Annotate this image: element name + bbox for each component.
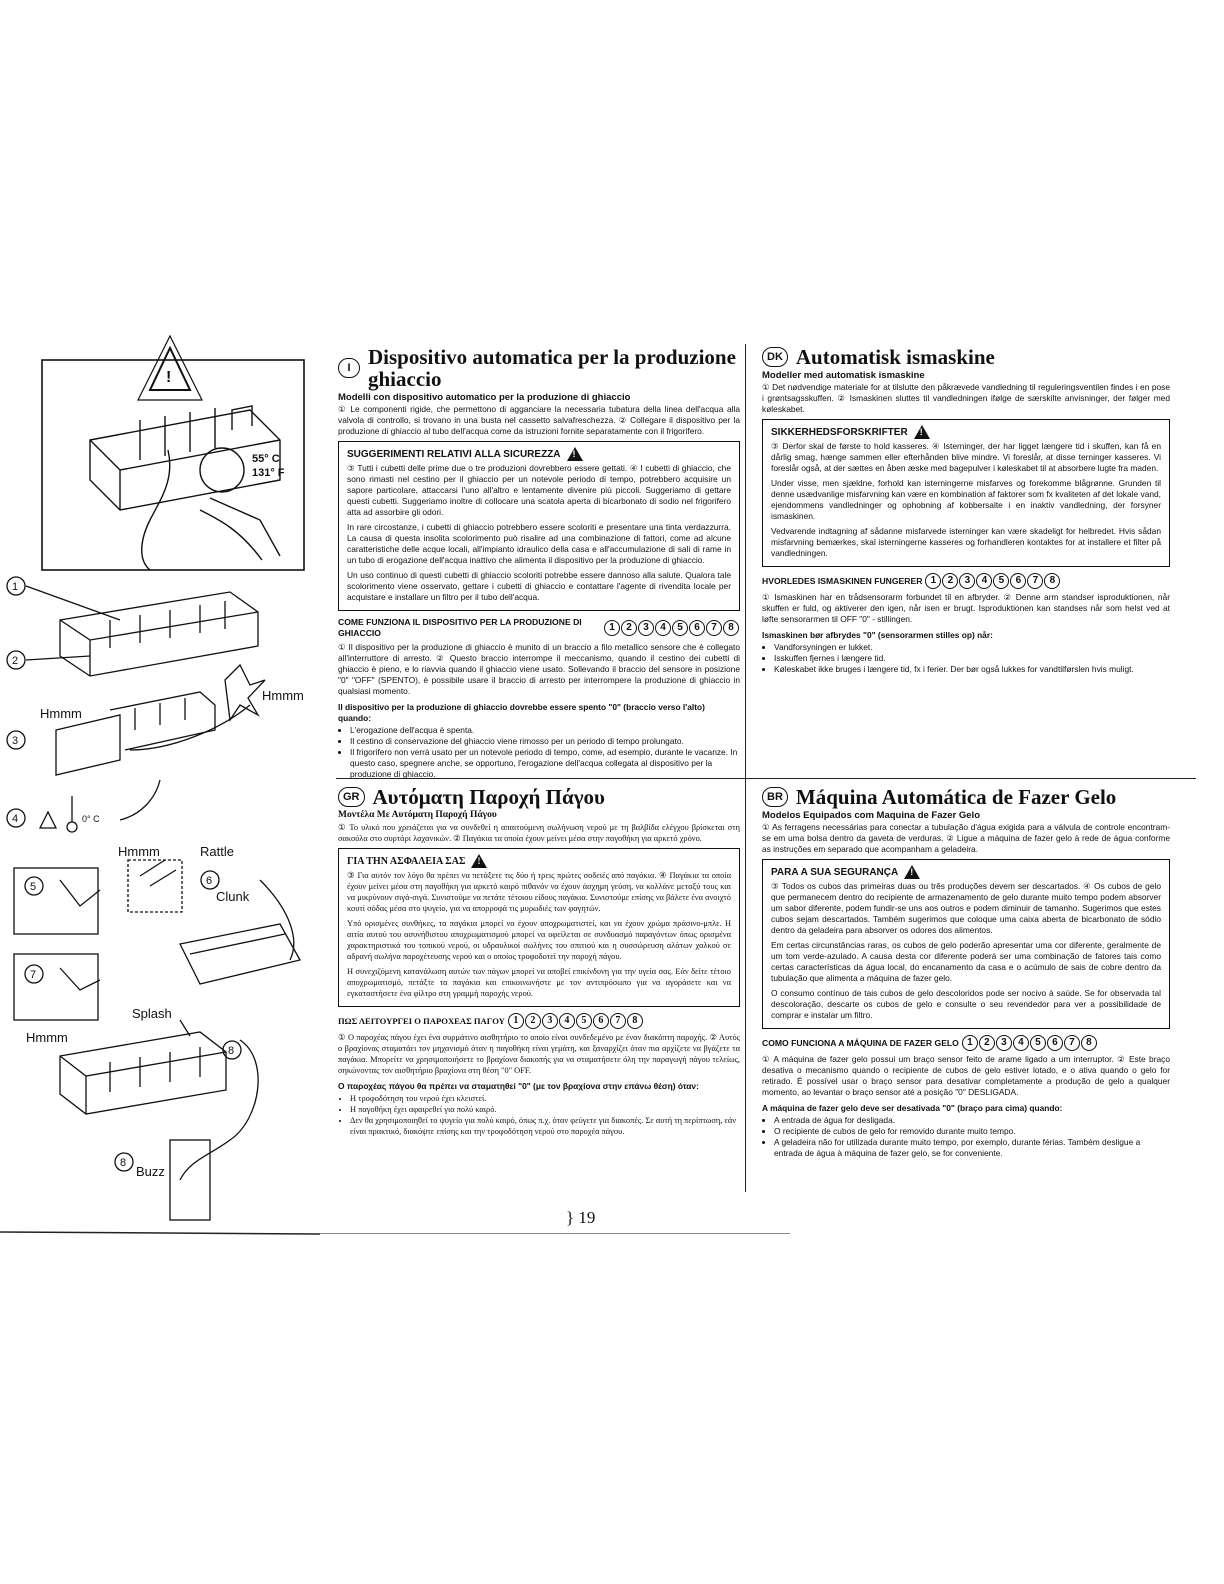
section-title: Máquina Automática de Fazer Gelo	[795, 785, 1117, 809]
ice-maker-illustrations	[0, 320, 320, 1540]
buzz-label: Buzz	[136, 1164, 165, 1179]
list-item: • L'erogazione dell'acqua è spenta.	[350, 725, 740, 736]
how-it-works-heading: HVORLEDES ISMASKINEN FUNGERER 1 2 3 4 5 6 7 8	[762, 573, 1170, 589]
section-title: Automatisk ismaskine	[795, 345, 995, 369]
safety-paragraph: ③ Tutti i cubetti delle prime due o tre produzioni dovrebbero essere gettati. ④ I cubetti di ghiaccio, che sono rimasti nel cestino per il ghiaccio per un notevole periodo di tempo, potrebbero acquisire un sapore particolare, attaccarsi l'uno all'altro e lentamente divenire più piccoli. Suggeriamo di gettare questi cubetti. Suggeriamo inoltre di collocare una scatola aperta di bicarbonato di sodio nel frigorifero atta ad assorbire gli odori.	[347, 463, 731, 517]
language-badge: DK	[762, 347, 788, 367]
safety-paragraph: Η συνεχιζόμενη κατανάλωση αυτών των πάγων μπορεί να αποβεί επικίνδυνη για την υγεία σας. Εάν δείτε τέτοιο αποχρωματισμό, πετάξτε τα παγάκια και επικοινωνήστε με τον αντιπρόσωπο για να αγοράσετε και να εγκαταστήσετε ένα φίλτρο στη γραμμή παροχής νερού.	[347, 967, 731, 998]
section-portuguese	[762, 786, 1170, 1159]
ice-maker-parts-figure	[7, 577, 258, 676]
intro-text: ① Det nødvendige materiale for at tilslutte den påkrævede vandledning til reguleringsventilen findes i en pose i grøntsagsskuffen. ② Ismaskinen sluttes til vandledningen ifølge de særskilte anvisninger, der følger med køleskabet.	[762, 382, 1170, 414]
safety-paragraph: Under visse, men sjældne, forhold kan isterningerne misfarves og forekomme blågrønne. Grunden til denne usædvanlige misfarvning kan være en kombination af faktorer som fx kvaliteten af det lokale vand, ejendommens vandledninger og ophobning af kobbersalte i en inaktiv vandledning, der forsyner ismaskinen.	[771, 478, 1161, 521]
how-it-works-text: ① A máquina de fazer gelo possui um braço sensor feito de arame ligado a um interruptor. ② Este braço desativa o mecanismo quando o recipiente de cubos de gelo estiver lotado, e o ativa quando o gelo for retirado. É possível usar o braço sensor para desativar completamente a produção de gelo a qualquer momento, ao levantar o braço sensor até a posição "0" DESLIGADA.	[762, 1054, 1170, 1097]
safety-box	[338, 441, 740, 611]
hmmm-label-3: Hmmm	[118, 844, 160, 859]
section-subtitle: Μοντέλα Με Αυτόματη Παροχή Πάγου	[338, 810, 497, 820]
bottom-rule	[320, 1233, 790, 1234]
section-header	[338, 346, 740, 390]
off-conditions-title: Ο παροχέας πάγου θα πρέπει να σταματηθεί "0" (με τον βραχίονα στην επάνω θέση) όταν:	[338, 1081, 699, 1091]
list-item: • Isskuffen fjernes i længere tid.	[774, 653, 1170, 664]
rattle-label: Rattle	[200, 844, 234, 859]
page-number: } 19	[566, 1208, 596, 1227]
section-danish	[762, 346, 1170, 675]
warning-icon	[904, 865, 920, 879]
callout-4: 4	[12, 813, 19, 825]
safety-box	[762, 419, 1170, 567]
list-item: • Køleskabet ikke bruges i længere tid, fx i ferier. Der bør også lukkes for vandtilførslen hvis muligt.	[774, 664, 1170, 675]
callout-7: 7	[30, 969, 37, 981]
how-it-works-heading: ΠΩΣ ΛΕΙΤΟΥΡΓΕΙ Ο ΠΑΡΟΧΕΑΣ ΠΑΓΟΥ 1 2 3 4 5 6 7 8	[338, 1013, 740, 1029]
language-badge: I	[338, 358, 360, 378]
off-conditions-list	[338, 1093, 740, 1137]
safety-paragraph: Un uso continuo di questi cubetti di ghiaccio scoloriti potrebbe essere dannoso alla salute. Qualora tale scolorimento viene osservato, gettare i cubetti di ghiaccio e contattare l'agente di rivendita locale per acquistare e installare un filtro per il tubo dell'acqua.	[347, 570, 731, 602]
hmmm-label-4: Hmmm	[26, 1030, 68, 1045]
safety-paragraph: O consumo contínuo de tais cubos de gelo descoloridos pode ser nocivo à saúde. Se for observada tal descoloração, descarte os cubos de gelo e consulte o seu revendedor para ver a possibilidade de comprar e instalar um filtro.	[771, 988, 1161, 1020]
callout-3: 3	[12, 735, 19, 747]
warning-icon	[914, 425, 930, 439]
step-numbers: 1 2 3 4 5 6 7 8	[604, 620, 740, 636]
callout-1: 1	[12, 581, 19, 593]
hmmm-label-2: Hmmm	[262, 688, 304, 703]
safety-box	[338, 848, 740, 1007]
safety-paragraph: In rare circostanze, i cubetti di ghiaccio potrebbero essere scoloriti e presentare una tinta verdazzurra. La causa di questa insolita scolorimento può risalire ad una combinazione di fattori, come ad alcune caratteristiche delle acque locali, all'impianto idraulico della casa e all'accumulazione di sali di rame in un tubo di erogazione dell'acqua inattivo che alimenta il dispositivo per la produzione di ghiaccio.	[347, 522, 731, 565]
safety-box	[762, 859, 1170, 1029]
zero-celsius-label: 0° C	[82, 814, 100, 824]
section-title: Αυτόματη Παροχή Πάγου	[372, 785, 605, 809]
intro-text: ① Το υλικό που χρειάζεται για να συνδεθεί η απαιτούμενη σωλήνωση νερού με τη βαλβίδα ελέγχου βρίσκεται στη σακούλα στο συρτάρι λαχανικών. ② Παγάκια τα οποία έχουν μείνει μέσα στην παγοθήκη για αρκετό χρόνο.	[338, 823, 740, 843]
list-item: • A entrada de água for desligada.	[774, 1115, 1170, 1126]
safety-title: PARA A SUA SEGURANÇA	[771, 866, 899, 878]
off-conditions-list	[762, 642, 1170, 675]
how-it-works-text: ① Ο παροχέας πάγου έχει ένα συρμάτινο αισθητήριο το οποίο είναι συνδεδεμένο με έναν διακόπτη παροχής. ② Αυτός ο βραχίονας σταματάει τον μηχανισμό όταν η παγοθήκη είναι γεμάτη, και ξαναρχίζει όταν πια αρχίζετε να βγάζετε τα παγάκια. Μπορείτε να χρησιμοποιήσετε το βραχίονα διακοπής για να σταματήσετε όλη την παραγωγή πάγου τελείως, σηκώνοντας τον αισθητήριο βραχίονα στη θέση "0" OFF.	[338, 1033, 740, 1075]
section-greek	[338, 786, 740, 1137]
off-conditions-title: Ismaskinen bør afbrydes "0" (sensorarmen stilles op) når:	[762, 630, 993, 640]
clunk-label: Clunk	[216, 889, 250, 904]
safety-title: SIKKERHEDSFORSKRIFTER	[771, 426, 908, 438]
callout-5: 5	[30, 881, 37, 893]
intro-text: ① As ferragens necessárias para conectar a tubulação d'água exigida para a válvula de controle encontram-se em uma bolsa dentro da gaveta de verduras. ② Ligue a máquina de fazer gelo à rede de água conforme as instruções em separado que acompanham a geladeira.	[762, 822, 1170, 854]
safety-paragraph: ③ Todos os cubos das primeiras duas ou três produções devem ser descartados. ④ Os cubos de gelo que permanecem dentro do recipiente de armazenamento de gelo durante muito tempo podem absorver um sabor diferente, podem fundir-se uns aos outros e podem diminuir de tamanho. Sugerimos que estes cubos sejam descartados. Também sugerimos que coloque uma caixa aberta de bicarbonato de sódio dentro da geladeira para absorver os odores dos alimentos.	[771, 881, 1161, 935]
section-subtitle: Modelos Equipados com Maquina de Fazer Gelo	[762, 810, 981, 821]
how-it-works-text: ① Ismaskinen har en trådsensorarm forbundet til en afbryder. ② Denne arm standser isproduktionen, når skuffen er fuld, og aktiverer den igen, når isen er brugt. Isproduktionen kan standses når som helst ved at løfte sensorarmen til OFF "0" - stillingen.	[762, 592, 1170, 624]
safety-paragraph: Em certas circunstâncias raras, os cubos de gelo poderão apresentar uma cor diferente, geralmente de um tom verde-azulado. A causa desta cor diferente poderá ser uma combinação de fatores tais como certas características da água local, do encanamento da casa e o acúmulo de sais de cobre dentro da tubulação que alimenta a máquina de fazer gelo.	[771, 940, 1161, 983]
section-subtitle: Modeller med automatisk ismaskine	[762, 370, 925, 381]
list-item: • Il frigorifero non verrà usato per un notevole periodo di tempo, come, ad esempio, durante le vacanze. In questo caso, spegnere anche, se opportuno, l'erogazione dell'acqua collegata al dispositivo per la produzione di ghiaccio.	[350, 747, 740, 780]
safety-title: SUGGERIMENTI RELATIVI ALLA SICUREZZA	[347, 448, 561, 460]
list-item: • A geladeira não for utilizada durante muito tempo, por exemplo, durante férias. Também desligue a entrada de água à máquina de fazer gelo, se for conveniente.	[774, 1137, 1170, 1159]
off-conditions-title: A máquina de fazer gelo deve ser desativada "0" (braço para cima) quando:	[762, 1103, 1063, 1113]
language-badge: GR	[338, 787, 365, 807]
warning-icon	[567, 447, 583, 461]
thermometer-figure	[7, 780, 160, 832]
warning-icon	[471, 854, 487, 868]
splash-label: Splash	[132, 1006, 172, 1021]
off-conditions-list	[762, 1115, 1170, 1159]
how-it-works-heading: COME FUNZIONA IL DISPOSITIVO PER LA PRODUZIONE DI GHIACCIO 1 2 3 4 5 6 7 8	[338, 617, 740, 639]
list-item: • Η τροφοδότηση του νερού έχει κλειστεί.	[350, 1093, 740, 1104]
list-item: • Δεν θα χρησιμοποιηθεί το ψυγείο για πολύ καιρό, όπως π.χ. όταν φεύγετε για διακοπές. Σε αυτή τη περίπτωση, εάν είναι πρακτικό, διακόψτε επίσης και την τροφοδότηση νερού στο παροχέα πάγου.	[350, 1115, 740, 1137]
svg-text:!: !	[166, 369, 172, 386]
section-italian	[338, 346, 740, 780]
intro-text: ① Le componenti rigide, che permettono di agganciare la necessaria tubatura della linea dell'acqua alla valvola di controllo, si trovano in una busta nel cassetto salvafreschezza. ② Collegare il dispositivo per la produzione di ghiaccio al tubo dell'acqua come da istruzioni fornite separatamente con il frigorifero.	[338, 404, 740, 436]
callout-2: 2	[12, 655, 19, 667]
how-it-works-text: ① Il dispositivo per la produzione di ghiaccio è munito di un braccio a filo metallico sensore che è collegato all'interruttore di arresto. ② Questo braccio interrompe il meccanismo, quando il cestino dei cubetti di ghiaccio è pieno, e lo riavvia quando il ghiaccio viene usato. Sollevando il braccio del sensore in posizione "0" "OFF" (SPENTO), è possibile usare il braccio di arresto per interrompere la produzione di ghiaccio in qualsiasi momento.	[338, 642, 740, 696]
temp-celsius-label: 55° C	[252, 453, 280, 465]
callout-8a: 8	[228, 1045, 235, 1057]
step-numbers: 1 2 3 4 5 6 7 8	[508, 1013, 644, 1029]
ice-bin-figure	[14, 860, 300, 1020]
safety-paragraph: ③ Derfor skal de første to hold kasseres. ④ Isterninger, der har ligget længere tid i skuffen, kan få en dårlig smag, hænge sammen eller efterhånden blive mindre. Vi foreslår, at disse terninger kasseres. Vi foreslår også, at der sættes en åben æske med bagepulver i køleskabet til at absorbere lugte fra maden.	[771, 441, 1161, 473]
list-item: • Il cestino di conservazione del ghiaccio viene rimosso per un periodo di tempo prolungato.	[350, 736, 740, 747]
safety-paragraph: Vedvarende indtagning af sådanne misfarvede isterninger kan være skadeligt for helbredet. Hvis sådan misfarvning bemærkes, skal isterningerne kasseres og forhandleren kontaktes for at installere et filter på vandledningen.	[771, 526, 1161, 558]
how-it-works-heading: COMO FUNCIONA A MÁQUINA DE FAZER GELO 1 2 3 4 5 6 7 8	[762, 1035, 1170, 1051]
section-subtitle: Modelli con dispositivo automatico per la produzione di ghiaccio	[338, 392, 631, 403]
callout-6: 6	[206, 875, 213, 887]
list-item: • Vandforsyningen er lukket.	[774, 642, 1170, 653]
step-numbers: 1 2 3 4 5 6 7 8	[962, 1035, 1098, 1051]
column-divider	[745, 344, 746, 1192]
safety-paragraph: Υπό ορισμένες συνθήκες, τα παγάκια μπορεί να έχουν αποχρωματιστεί, και να έχουν χρώμα πράσινο-μπλε. Η αιτία αυτού του ασυνήθιστου αποχρωματισμού μπορεί να οφείλεται σε συνδυασμό παραγόντων όπως ορισμένα χαρακτηριστικά του τοπικού νερού, οι υδραυλικοί σωλήνες του σπιτιού και η συσσώρευση αλάτων χαλκού σε αδρανή σωλήνα παροχέτευσης νερού και ο οποίος τροφοδοτεί την παροχή πάγου.	[347, 919, 731, 961]
off-conditions-title: Il dispositivo per la produzione di ghiaccio dovrebbe essere spento "0" (braccio verso l'alto) quando:	[338, 702, 705, 723]
language-badge: BR	[762, 787, 788, 807]
callout-8b: 8	[120, 1157, 127, 1169]
off-conditions-list	[338, 725, 740, 780]
list-item: • Η παγοθήκη έχει αφαιρεθεί για πολύ καιρό.	[350, 1104, 740, 1115]
illustration-column	[0, 320, 320, 1540]
step-numbers: 1 2 3 4 5 6 7 8	[925, 573, 1061, 589]
hmmm-label-1: Hmmm	[40, 706, 82, 721]
safety-paragraph: ③ Για αυτόν τον λόγο θα πρέπει να πετάξετε τις δύο ή τρεις πρώτες σοδειές από παγάκια. ④ Παγάκια τα οποία έχουν μείνει μέσα στη παγοθήκη για αρκετό καιρό πιθανόν να έχουν άσχημη γεύση, να κολλάνε μεταξύ τους και να μικρύνουν σιγά-σιγά. Συνιστούμε να πετάτε τέτοιου είδους παγάκια. Συνιστούμε επίσης να βάλετε ένα ανοιχτό κουτί σόδας μέσα στο ψυγείο, για να απορροφά τις μυρωδιές των φαγητών.	[347, 871, 731, 913]
section-title: Dispositivo automatica per la produzione ghiaccio	[368, 345, 736, 391]
safety-title: ΓΙΑ ΤΗΝ ΑΣΦΑΛΕΙΑ ΣΑΣ	[347, 855, 466, 867]
list-item: • O recipiente de cubos de gelo for removido durante muito tempo.	[774, 1126, 1170, 1137]
temp-fahrenheit-label: 131° F	[252, 467, 285, 479]
